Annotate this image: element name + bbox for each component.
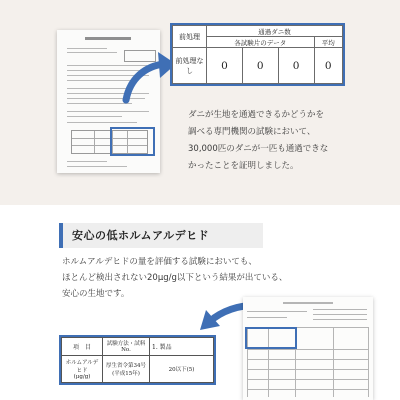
- product-header: 1. 製品: [150, 338, 214, 356]
- report-highlight: [245, 327, 297, 349]
- description-line: 安心の生地です。: [62, 289, 130, 299]
- item-formaldehyde: ホルムアルデヒド (μg/g): [62, 355, 103, 382]
- item-header: 項 目: [62, 338, 103, 356]
- each-test-header: 各試験片のデータ: [207, 37, 315, 48]
- method-header: 試験方法・試料No.: [103, 338, 150, 356]
- result-value: 20以下(5): [150, 355, 214, 382]
- description-line: 調べる専門機関の試験において、: [188, 127, 316, 137]
- description-line: ダニが生地を通過できるかどうかを: [188, 110, 325, 120]
- section-heading: 安心の低ホルムアルデヒド: [72, 229, 210, 242]
- description-line: かったことを証明しました。: [188, 161, 299, 171]
- heading-accent-bar: [59, 223, 63, 248]
- certificate-highlight: [110, 127, 155, 156]
- curved-arrow-icon: [118, 48, 178, 106]
- average-value: 0: [314, 48, 342, 84]
- description-line: ホルムアルデヒドの量を評価する試験においても、: [62, 257, 257, 267]
- no-pretreatment-label: 前処理なし: [173, 48, 207, 84]
- mite-test-description: [188, 107, 393, 175]
- method-ordinance: 厚生省令第34号 (平成15年): [103, 355, 150, 382]
- test-value-2: 0: [242, 48, 278, 84]
- pretreatment-header: 前処理: [173, 26, 207, 48]
- mite-test-results-table: [170, 23, 345, 86]
- description-line: 30,000匹のダニが一匹も通過できな: [188, 144, 329, 154]
- passing-mites-header: 通過ダニ数: [207, 26, 343, 37]
- test-value-3: 0: [278, 48, 314, 84]
- formaldehyde-report-image: [243, 297, 373, 400]
- test-value-1: 0: [207, 48, 243, 84]
- formaldehyde-description: [62, 254, 397, 302]
- formaldehyde-results-table: [59, 335, 216, 385]
- average-header: 平均: [314, 37, 342, 48]
- description-line: ほとんど検出されない20μg/g以下という結果が出ている、: [62, 273, 288, 283]
